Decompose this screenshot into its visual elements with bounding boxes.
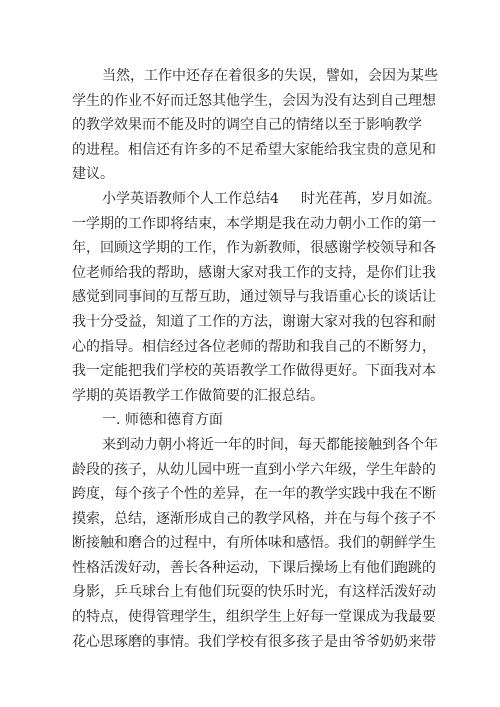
paragraph-line: 来到动力朝小将近一年的时间，每天都能接触到各个年 <box>102 436 438 453</box>
section-title-line <box>72 187 441 212</box>
paragraph-line: 龄段的孩子，从幼儿园中班一直到小学六年级，学生年龄的 <box>72 461 436 478</box>
paragraph-line: 学期的英语教学工作做简要的汇报总结。 <box>72 387 324 404</box>
paragraph-line: 跨度，每个孩子个性的差异，在一年的教学实践中我在不断 <box>72 486 436 503</box>
paragraph-line: 建议。 <box>72 166 114 183</box>
paragraph-line: 年，回顾这学期的工作，作为新教师，很感谢学校领导和各 <box>72 240 436 257</box>
paragraph-line: 位老师给我的帮助，感谢大家对我工作的支持，是你们让我 <box>72 264 436 281</box>
paragraph-line: 的进程。相信还有许多的不足希望大家能给我宝贵的意见和 <box>72 141 436 158</box>
paragraph-line: 摸索，总结，逐渐形成自己的教学风格，并在与每个孩子不 <box>72 510 436 527</box>
subheading: 一. 师德和德育方面 <box>102 412 223 429</box>
paragraph-line: 心的指导。相信经过各位老师的帮助和我自己的不断努力， <box>72 338 436 355</box>
paragraph-line: 身影，乒乓球台上有他们玩耍的快乐时光，有这样活泼好动 <box>72 584 436 601</box>
paragraph-line: 性格活泼好动，善长各种运动，下课后操场上有他们跑跳的 <box>72 559 436 576</box>
section-title-tail: 时光荏苒，岁月如流。 <box>300 190 441 207</box>
paragraph-line: 感觉到同事间的互帮互助，通过领导与我语重心长的谈话让 <box>72 289 436 306</box>
paragraph-line: 学生的作业不好而迁怒其他学生，会因为没有达到自己理想 <box>72 92 436 109</box>
paragraph-line: 我十分受益，知道了工作的方法，谢谢大家对我的包容和耐 <box>72 313 436 330</box>
paragraph-line: 的特点，使得管理学生，组织学生上好每一堂课成为我最要 <box>72 609 436 626</box>
paragraph-line: 当然，工作中还存在着很多的失误，譬如，会因为某些 <box>102 68 438 84</box>
document-body <box>72 64 441 654</box>
paragraph-line: 花心思琢磨的事情。我们学校有很多孩子是由爷爷奶奶来带 <box>72 633 436 650</box>
paragraph-line: 断接触和磨合的过程中，有所体味和感悟。我们的朝鲜学生 <box>72 535 436 552</box>
paragraph-line: 我一定能把我们学校的英语教学工作做得更好。下面我对本 <box>72 363 436 380</box>
paragraph-line: 一学期的工作即将结束，本学期是我在动力朝小工作的第一 <box>72 215 436 232</box>
paragraph-line: 的教学效果而不能及时的调空自己的情绪以至于影响教学 <box>72 117 422 134</box>
section-title: 小学英语教师个人工作总结4 <box>102 190 279 207</box>
